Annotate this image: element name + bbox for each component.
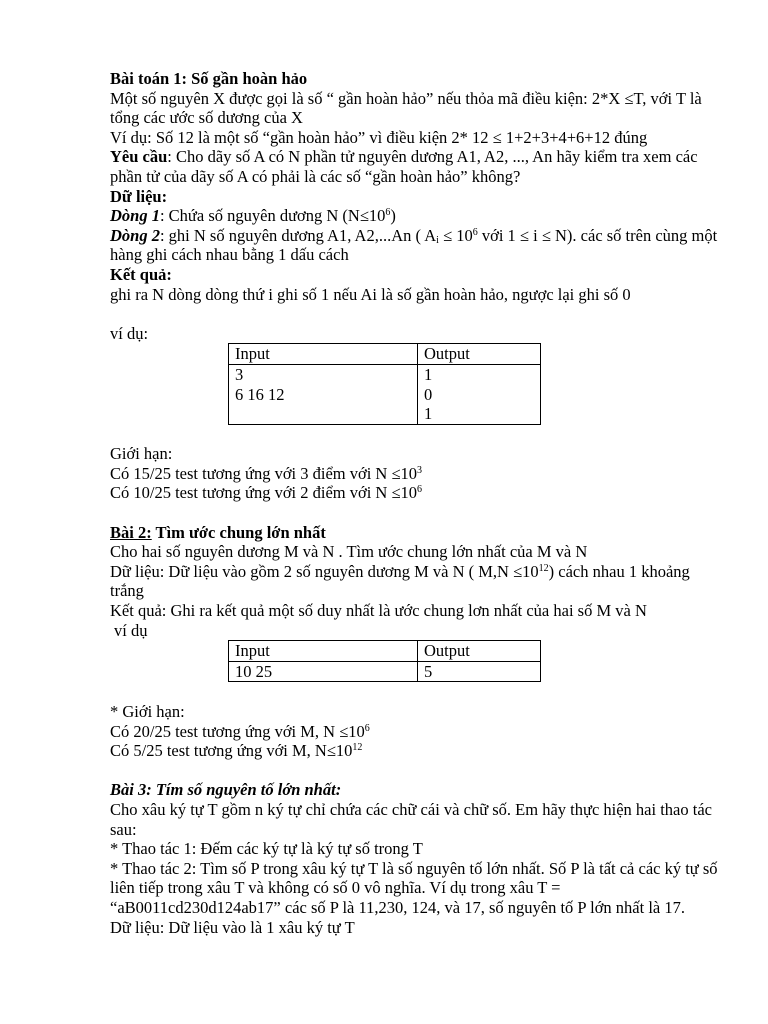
problem-3-title: Bài 3: Tím số nguyên tố lớn nhất: <box>110 780 342 800</box>
problem-1-line1: Dòng 1: Chứa số nguyên dương N $(N\le 10^6)$ <box>110 206 396 226</box>
problem-1-requirement: Yêu cầu: Cho dãy số A có N phần tử nguyên dương A1, A2, ..., An hãy kiểm tra xem các phần tử của dãy số A có phải là các số “gần hoàn hảo” không? <box>110 147 698 186</box>
input-line: 3 <box>235 364 244 384</box>
problem-2-data: Dữ liệu: Dữ liệu vào gồm 2 số nguyên dương M và N ( $M,N \le 10^{12}$) cách nhau 1 khoảng trắng <box>110 561 690 601</box>
problem-2-desc: Cho hai số nguyên dương M và N . Tìm ước chung lớn nhất của M và N <box>110 542 588 562</box>
problem-2-title: Bài 2: Tìm ước chung lớn nhất <box>110 522 326 542</box>
problem-1-example-table <box>228 343 541 424</box>
problem-2-example-table <box>228 640 541 682</box>
problem-1-limit-1: Có 15/25 test tương ứng với 3 điểm với $N \le 10^3$ <box>110 463 423 483</box>
problem-2-result: Kết quả: Ghi ra kết quả một số duy nhất là ước chung lơn nhất của hai số M và N <box>110 601 647 621</box>
output-line: 0 <box>424 384 433 404</box>
problem-2-limit-2: Có 5/25 test tương ứng với M, $N\le 10^{12}$ <box>110 741 363 761</box>
problem-3-data: Dữ liệu: Dữ liệu vào là 1 xâu ký tự T <box>110 917 355 937</box>
problem-3-op-1: * Thao tác 1: Đếm các ký tự là ký tự số trong T <box>110 839 423 859</box>
problem-1-result-heading: Kết quả: <box>110 264 172 284</box>
problem-1-result-text: ghi ra N dòng dòng thứ i ghi số 1 nếu Ai là số gần hoàn hảo, ngược lại ghi số 0 <box>110 284 631 304</box>
table-input-cell <box>229 364 418 424</box>
table-input-cell: 10 25 <box>229 661 418 682</box>
problem-1-example-label: ví dụ: <box>110 323 149 343</box>
problem-2-limits-label: * Giới hạn: <box>110 702 185 721</box>
input-line: 6 16 12 <box>235 384 285 404</box>
problem-1-example: Ví dụ: Số 12 là một số “gần hoàn hảo” vì điều kiện 2* 12 ≤ 1+2+3+4+6+12 đúng <box>110 127 648 147</box>
problem-3-op-2: * Thao tác 2: Tìm số P trong xâu ký tự T là số nguyên tố lớn nhất. Số P là tất cả các ký tự số liên tiếp trong xâu T và không có số 0 vô nghĩa. Ví dụ trong xâu T = “aB0011cd230d124ab17” các số P là 11,230, 124, và 17, số nguyên tố P lớn nhất là 17. <box>110 858 718 917</box>
problem-1-data-heading: Dữ liệu: <box>110 186 168 206</box>
table-output-cell <box>418 364 541 424</box>
problem-1-limits-label: Giới hạn: <box>110 444 173 464</box>
table-header-input: Input <box>229 344 418 365</box>
table-header-output: Output <box>418 641 541 662</box>
output-line: 1 <box>424 364 433 384</box>
problem-2-example-label: ví dụ <box>114 620 148 640</box>
problem-2-limit-1: Có 20/25 test tương ứng với M, $N \le 10^6$ <box>110 721 370 741</box>
problem-1-limit-2: Có 10/25 test tương ứng với 2 điểm với $N \le 10^6$ <box>110 483 423 503</box>
problem-1-title: Bài toán 1: Số gần hoàn hảo <box>110 69 308 88</box>
problem-3-desc: Cho xâu ký tự T gồm n ký tự chỉ chứa các chữ cái và chữ số. Em hãy thực hiện hai thao tác sau: <box>110 799 712 839</box>
table-header-input: Input <box>229 641 418 662</box>
table-header-output: Output <box>418 344 541 365</box>
table-output-cell: 5 <box>418 661 541 682</box>
problem-1-desc: Một số nguyên X được gọi là số “ gần hoàn hảo” nếu thỏa mã điều kiện: 2*X ≤T, với T là tổng các ước số dương của X <box>110 88 702 128</box>
problem-1-line2: Dòng 2: ghi N số nguyên dương A1, A2,...An ( $A_i \le 10^6$ với 1 ≤ i ≤ N). các số trên cùng một hàng ghi cách nhau bằng 1 dấu cách <box>110 225 718 265</box>
output-line: 1 <box>424 404 433 424</box>
document-content <box>110 69 720 937</box>
